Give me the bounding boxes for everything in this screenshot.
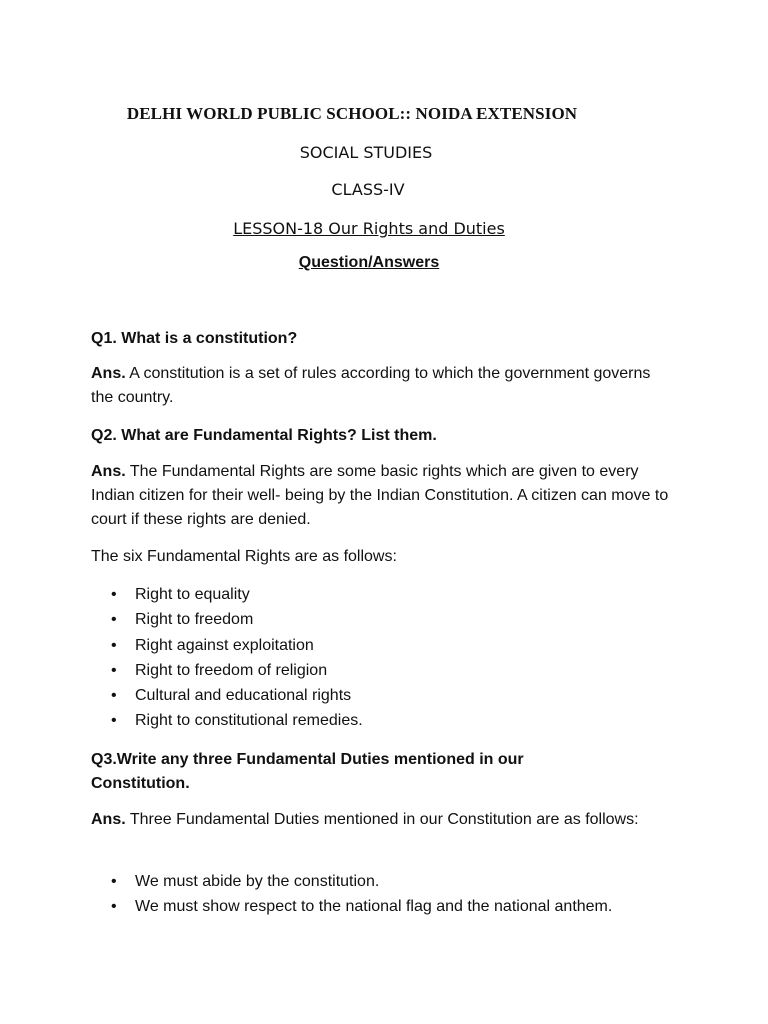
list-item: • We must abide by the constitution. (91, 871, 612, 896)
school-name: DELHI WORLD PUBLIC SCHOOL:: NOIDA EXTENSION (126, 104, 578, 123)
answer-2 (91, 460, 681, 532)
list-item: • Right to equality (91, 584, 363, 609)
answer-1 (91, 362, 651, 410)
answer-3 (91, 808, 651, 832)
rights-intro: The six Fundamental Rights are as follows: (91, 548, 397, 565)
question-2: Q2. What are Fundamental Rights? List them. (91, 427, 437, 444)
duties-list (91, 871, 612, 922)
question-3: Q3.Write any three Fundamental Duties mentioned in our Constitution. (91, 751, 524, 792)
answer-3-text: Three Fundamental Duties mentioned in our Constitution are as follows: (125, 811, 639, 828)
class-title: CLASS-IV (331, 180, 405, 199)
answer-1-text: A constitution is a set of rules according to which the government governs the country. (91, 365, 651, 406)
answer-label: Ans. (91, 365, 126, 382)
answer-2-text: The Fundamental Rights are some basic rights which are given to every Indian citizen for their well- being by the Indian Constitution. A citizen can move to court if these rights are denied. (91, 463, 669, 528)
list-item: • Right to freedom of religion (91, 660, 363, 685)
list-item: • Right to constitutional remedies. (91, 710, 363, 735)
lesson-title: LESSON-18 Our Rights and Duties (233, 219, 505, 238)
question-1: Q1. What is a constitution? (91, 330, 298, 347)
answer-label: Ans. (91, 463, 126, 480)
list-item: • We must show respect to the national flag and the national anthem. (91, 896, 612, 921)
rights-list (91, 584, 363, 736)
list-item: • Cultural and educational rights (91, 685, 363, 710)
answer-label: Ans. (91, 811, 126, 828)
list-item: • Right against exploitation (91, 635, 363, 660)
list-item: • Right to freedom (91, 609, 363, 634)
subject-title: SOCIAL STUDIES (299, 143, 433, 162)
section-title: Question/Answers (298, 254, 440, 271)
